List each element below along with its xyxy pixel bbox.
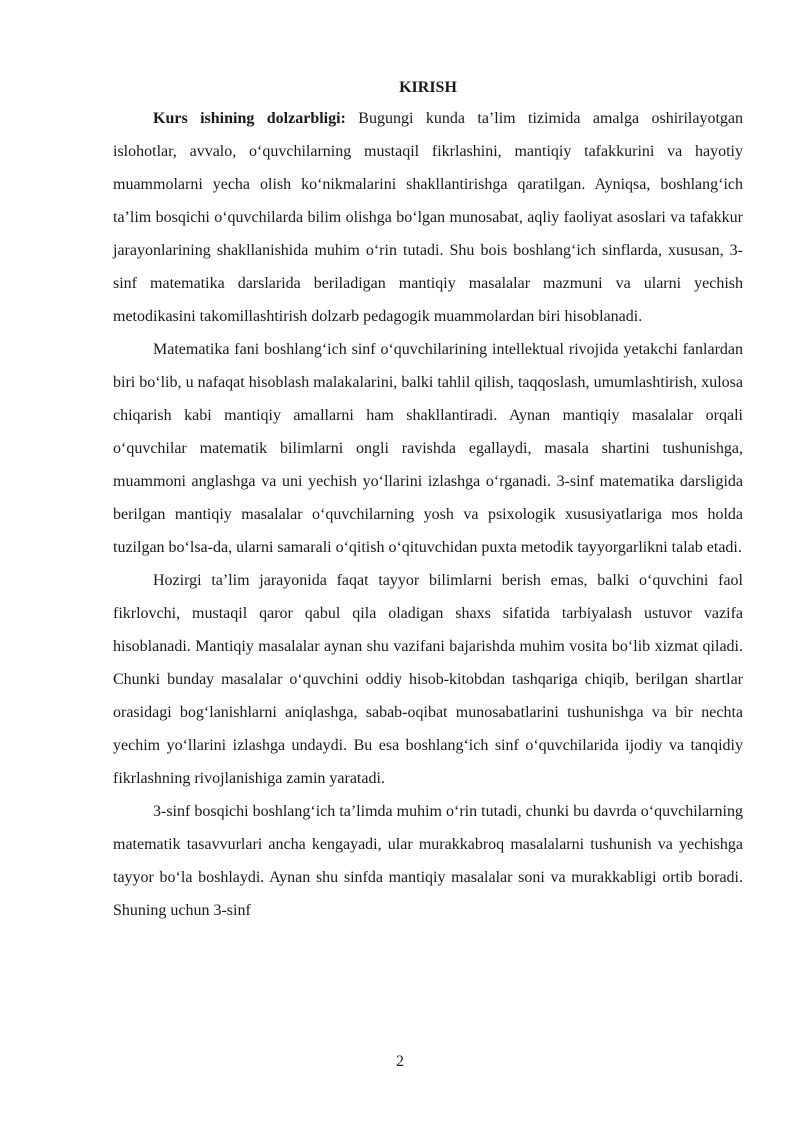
paragraph-mathematics [113, 333, 743, 564]
paragraph-text: 3-sinf bosqichi boshlang‘ich ta’limda muhim o‘rin tutadi, chunki bu davrda o‘quvchilarning matematik tasavvurlari ancha kengayadi, ular murakkabroq masalalarni tushunish va yechishga tayyor bo‘la boshlaydi. Aynan shu sinfda mantiqiy masalalar soni va murakkabligi ortib boradi. Shuning uchun 3-sinf [113, 803, 743, 919]
paragraph-lead: Kurs ishining dolzarbligi: [153, 110, 346, 127]
section-heading: KIRISH [399, 79, 457, 96]
paragraph-relevance [113, 102, 743, 333]
paragraph-text: Bugungi kunda ta’lim tizimida amalga oshirilayotgan islohotlar, avvalo, o‘quvchilarning mustaqil fikrlashini, mantiqiy tafakkurini va hayotiy muammolarni yecha olish ko‘nikmalarini shakllantirishga qaratilgan. Ayniqsa, boshlang‘ich ta’lim bosqichi o‘quvchilarda bilim olishga bo‘lgan munosabat, aqliy faoliyat asoslari va tafakkur jarayonlarining shakllanishida muhim o‘rin tutadi. Shu bois boshlang‘ich sinflarda, xususan, 3-sinf matematika darslarida beriladigan mantiqiy masalalar mazmuni va ularni yechish metodikasini takomillashtirish dolzarb pedagogik muammolardan biri hisoblanadi. [113, 110, 744, 325]
paragraph-text: Matematika fani boshlang‘ich sinf o‘quvchilarining intellektual rivojida yetakchi fanlardan biri bo‘lib, u nafaqat hisoblash malakalarini, balki tahlil qilish, taqqoslash, umumlashtirish, xulosa chiqarish kabi mantiqiy amallarni ham shakllantiradi. Aynan mantiqiy masalalar orqali o‘quvchilar matematik bilimlarni ongli ravishda egallaydi, masala shartini tushunishga, muammoni anglashga va uni yechish yo‘llarini izlashga o‘rganadi. 3-sinf matematika darsligida berilgan mantiqiy masalalar o‘quvchilarning yosh va psixologik xususiyatlariga mos holda tuzilgan bo‘lsa-da, ularni samarali o‘qitish o‘qituvchidan puxta metodik tayyorgarlikni talab etadi. [113, 341, 743, 556]
document-page [113, 74, 743, 927]
paragraph-text: Hozirgi ta’lim jarayonida faqat tayyor bilimlarni berish emas, balki o‘quvchini faol fikrlovchi, mustaqil qaror qabul qila oladigan shaxs sifatida tarbiyalash ustuvor vazifa hisoblanadi. Mantiqiy masalalar aynan shu vazifani bajarishda muhim vosita bo‘lib xizmat qiladi. Chunki bunday masalalar o‘quvchini oddiy hisob-kitobdan tashqariga chiqib, berilgan shartlar orasidagi bog‘lanishlarni aniqlashga, sabab-oqibat munosabatlarini tushunishga va bir nechta yechim yo‘llarini izlashga undaydi. Bu esa boshlang‘ich sinf o‘quvchilarida ijodiy va tanqidiy fikrlashning rivojlanishiga zamin yaratadi. [113, 572, 743, 787]
page-number: 2 [396, 1053, 404, 1070]
paragraph-modern-education [113, 564, 743, 795]
paragraph-grade-3 [113, 795, 743, 927]
